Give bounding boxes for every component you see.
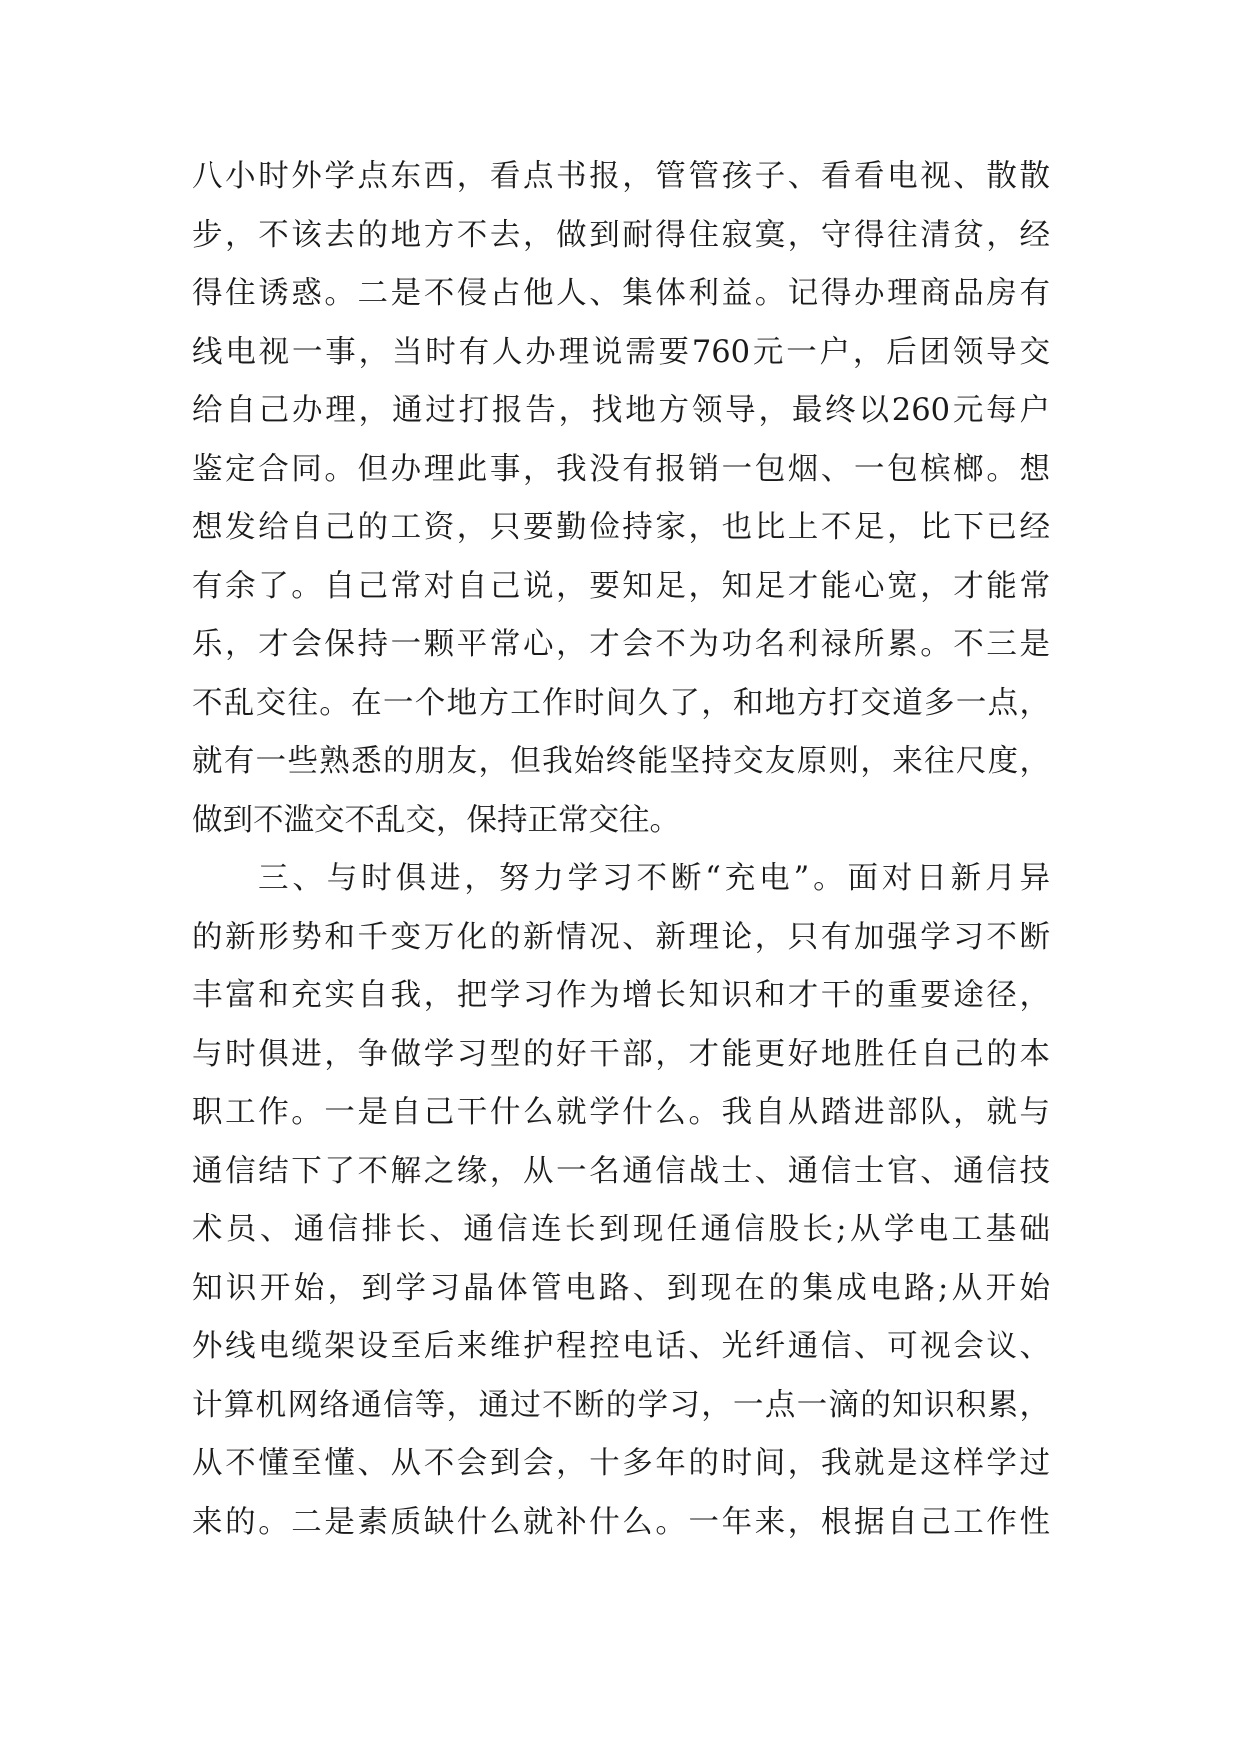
text-line: 乐，才会保持一颗平常心，才会不为功名利禄所累。不三是: [192, 627, 1050, 662]
paragraph-end-line: 做到不滥交不乱交，保持正常交往。: [192, 803, 680, 838]
text-line: 步，不该去的地方不去，做到耐得住寂寞，守得往清贫，经: [192, 218, 1050, 253]
text-line: 鉴定合同。但办理此事，我没有报销一包烟、一包槟榔。想: [192, 452, 1050, 487]
text-line: 的新形势和千变万化的新情况、新理论，只有加强学习不断: [192, 920, 1050, 955]
text-line: 术员、通信排长、通信连长到现任通信股长;从学电工基础: [192, 1212, 1050, 1247]
text-line: 丰富和充实自我，把学习作为增长知识和才干的重要途径，: [192, 978, 1050, 1013]
text-line: 与时俱进，争做学习型的好干部，才能更好地胜任自己的本: [192, 1037, 1050, 1072]
text-line: 线电视一事，当时有人办理说需要760元一户，后团领导交: [192, 335, 1050, 370]
text-line: 不乱交往。在一个地方工作时间久了，和地方打交道多一点，: [192, 686, 1050, 721]
text-line: 八小时外学点东西，看点书报，管管孩子、看看电视、散散: [192, 159, 1050, 194]
text-line: 想发给自己的工资，只要勤俭持家，也比上不足，比下已经: [192, 510, 1050, 545]
text-line: 计算机网络通信等，通过不断的学习，一点一滴的知识积累，: [192, 1388, 1050, 1423]
text-line: 就有一些熟悉的朋友，但我始终能坚持交友原则，来往尺度，: [192, 744, 1050, 779]
text-line: 职工作。一是自己干什么就学什么。我自从踏进部队，就与: [192, 1095, 1050, 1130]
text-line: 通信结下了不解之缘，从一名通信战士、通信士官、通信技: [192, 1154, 1050, 1189]
text-line: 来的。二是素质缺什么就补什么。一年来，根据自己工作性: [192, 1505, 1050, 1540]
text-line: 给自己办理，通过打报告，找地方领导，最终以260元每户: [192, 393, 1050, 428]
text-line: 外线电缆架设至后来维护程控电话、光纤通信、可视会议、: [192, 1329, 1050, 1364]
text-line: 知识开始，到学习晶体管电路、到现在的集成电路;从开始: [192, 1271, 1050, 1306]
text-line: 从不懂至懂、从不会到会，十多年的时间，我就是这样学过: [192, 1446, 1050, 1481]
text-line: 有余了。自己常对自己说，要知足，知足才能心宽，才能常: [192, 569, 1050, 604]
text-line: 得住诱惑。二是不侵占他人、集体利益。记得办理商品房有: [192, 276, 1050, 311]
section-heading-line: 三、与时俱进，努力学习不断“充电”。面对日新月异: [258, 861, 1050, 896]
